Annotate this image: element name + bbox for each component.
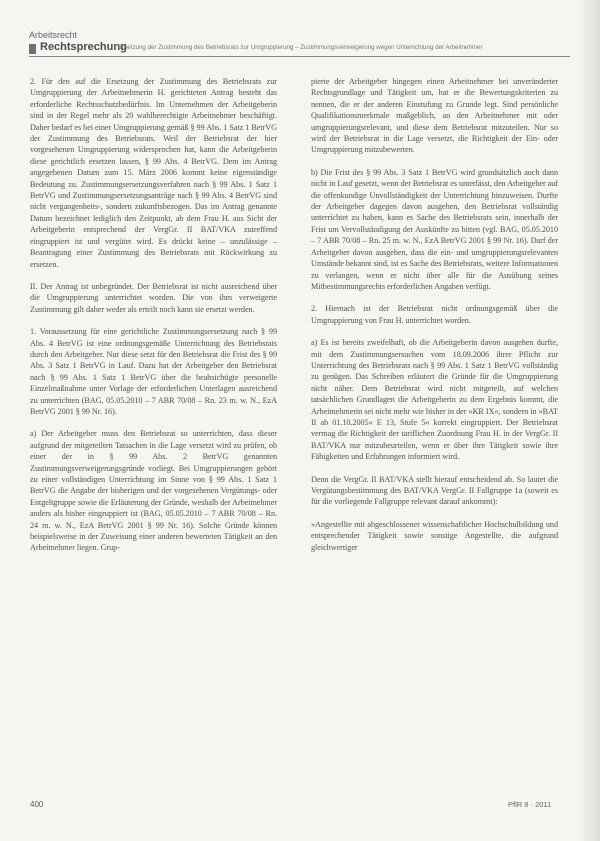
header-marker bbox=[29, 44, 36, 54]
paragraph: 2. Für den auf die Ersetzung der Zustimmung des Betriebsrats zur Umgruppierung der Arbeitnehmerin H. gerichteten Antrag besteht das erforderliche Rechtsschutzbedürfnis. Im Unternehmen der Arbeitgeberin sind in der Regel mehr als 20 wahlberechtigte Arbeitnehmer beschäftigt. Daher bedarf es bei einer Umgruppierung gemäß § 99 Abs. 1 Satz 1 BetrVG der Zustimmung des Betriebsrats. Weil der Betriebsrat der hier vorgesehenen Umgruppierung widersprochen hat, kann die Arbeitgeberin diese gerichtlich ersetzen lassen, § 99 Abs. 4 BetrVG. Dem im Antrag angegebenen Datum zum 15. März 2006 kommt keine eigenständige Bedeutung zu. Zustimmungsersetzungsverfahren nach § 99 Abs. 1 Satz 1 BetrVG und Zustimmungsersetzungsanträge nach § 99 Abs. 4 BetrVG sind nicht vergangenheits-, sondern zukunftsbezogen. Das im Antrag genannte Datum bezeichnet lediglich den Zeitpunkt, ab dem Frau H. aus Sicht der Arbeitgeberin entsprechend der VergGr. II BAT/VKA zutreffend eingruppiert ist und vergütet wird. Es drückt keine – unzulässige – Beantragung einer Zustimmung des Betriebsrats mit Rückwirkung zu ersetzen. bbox=[30, 77, 277, 269]
left-column bbox=[30, 76, 277, 565]
header-subtitle: Ersetzung der Zustimmung des Betriebsrats zur Umgruppierung – Zustimmungsverweigerung wegen Unterrichtung der Arbeitnehmer bbox=[118, 44, 483, 51]
journal-reference: PflR 8 · 2011 bbox=[508, 800, 552, 809]
paragraph: b) Die Frist des § 99 Abs. 3 Satz 1 BetrVG wird grundsätzlich auch dann nicht in Lauf gesetzt, wenn der Betriebsrat es unterlässt, den Arbeitgeber auf die offenkundige Unvollständigkeit der Unterrichtung hinzuweisen. Durfte der Arbeitgeber dagegen davon ausgehen, den Betriebsrat vollständig unterrichtet zu haben, kann es Sache des Betriebsrats sein, innerhalb der Frist um Vervollständigung der Auskünfte zu bitten (vgl. BAG, 05.05.2010 – 7 ABR 70/08 – Rn. 25 m. w. N., EzA BetrVG 2001 § 99 Nr. 16). Darf der Arbeitgeber davon ausgehen, dass die ein- und umgruppierungsrelevanten Umstände bekannt sind, ist es Sache des Betriebsrats, weitere Informationen zu verlangen, wenn er nicht über alle für die Ausübung seines Mitbestimmungsrechts erforderlichen Angaben verfügt. bbox=[311, 167, 558, 291]
right-column bbox=[311, 76, 558, 564]
paragraph: 2. Hiernach ist der Betriebsrat nicht ordnungsgemäß über die Umgruppierung von Frau H. unterrichtet worden. bbox=[311, 304, 558, 325]
paragraph: pierte der Arbeitgeber hingegen einen Arbeitnehmer bei unveränderter Rechtsgrundlage und Tätigkeit um, hat er die Bewertungskriterien zu nennen, die er der anderen Einstufung zu Grunde legt. Sind persönliche Qualifikationsmerkmale maßgeblich, an den Arbeitnehmer mit oder umgruppierungsrelevant, und diese dem Betriebsrat mitzuteilen. Nur so wird der Betriebsrat in die Lage versetzt, die Richtigkeit der Ein- oder Umgruppierung mitzubewerten. bbox=[311, 77, 558, 155]
paragraph: II. Der Antrag ist unbegründet. Der Betriebsrat ist nicht ausreichend über die Umgruppierung unterrichtet worden. Die von ihm verweigerte Zustimmung gilt daher weder als erteilt noch kann sie ersetzt werden. bbox=[30, 281, 277, 314]
paragraph: 1. Voraussetzung für eine gerichtliche Zustimmungsersetzung nach § 99 Abs. 4 BetrVG ist eine ordnungsgemäße Unterrichtung des Betriebsrats durch den Arbeitgeber. Nur diese setzt für den Betriebsrat die Frist des § 99 Abs. 3 Satz 1 BetrVG in Lauf. Dazu hat der Arbeitgeber den Betriebsrat nach § 99 Abs. 1 Satz 1 BetrVG über die beabsichtigte personelle Einzelmaßnahme unter Vorlage der erforderlichen Unterlagen ausreichend zu unterrichten (BAG, 05.05.2010 – 7 ABR 70/08 – Rn. 23 m. w. N., EzA BetrVG 2001 § 99 Nr. 16). bbox=[30, 327, 277, 416]
paragraph: Denn die VergGr. II BAT/VKA stellt hierauf entscheidend ab. So lautet die Vergütungsbestimmung des BAT/VKA VergGr. II Fallgruppe 1a (soweit es für die vorliegende Fallgruppe relevant darauf ankommt): bbox=[311, 474, 558, 507]
header-title: Rechtsprechung bbox=[40, 41, 127, 53]
page-edge-shadow bbox=[578, 0, 600, 841]
section-label: Arbeitsrecht bbox=[29, 30, 78, 40]
paragraph: »Angestellte mit abgeschlossener wissenschaftlicher Hochschulbildung und entsprechender Tätigkeit sowie sonstige Angestellte, die aufgrund gleichwertiger bbox=[311, 519, 558, 552]
paragraph: a) Es ist bereits zweifelhaft, ob die Arbeitgeberin davon ausgehen durfte, mit dem Zustimmungsersuchen vom 18.09.2006 ihrer Pflicht zur Unterrichtung des Betriebsrats nach § 99 Abs. 1 Satz 1 BetrVG vollständig zu genügen. Das Schreiben erläutert die Gründe für die Umgruppierung nicht näher. Dem Betriebsrat wird nicht mitgeteilt, auf welchen tatsächlichen Grundlagen die Arbeitgeberin zu dem Ergebnis kommt, die Arbeitnehmerin sei nicht mehr wie bisher in der »KR IX«, sondern in »BAT II ab 01.10.2005« E 13, Stufe 5« korrekt eingruppiert. Der Betriebsrat vermag die Richtigkeit der tariflichen Zuordnung Frau H. in der VergGr. II BAT/VKA nur mitzubeurteilen, wenn er über ihre Tätigkeit sowie ihre Fähigkeiten und Erfahrungen informiert wird. bbox=[311, 338, 558, 462]
page-number: 400 bbox=[30, 800, 44, 809]
paragraph: a) Der Arbeitgeber muss den Betriebsrat so unterrichten, dass dieser aufgrund der mitgeteilten Tatsachen in die Lage versetzt wird zu prüfen, ob einer der in § 99 Abs. 2 BetrVG genannten Zustimmungsverweigerungsgründe vorliegt. Bei Umgruppierungen gehört zu einer vollständigen Unterrichtung im Sinne von § 99 Abs. 1 Satz 1 BetrVG die Angabe der bisherigen und der vorgesehenen Vergütungs- oder Entgeltgruppe sowie die Erläuterung der Gründe, weshalb der Arbeitnehmer anders als bisher eingruppiert ist (BAG, 05.05.2010 – 7 ABR 70/08 – Rn. 24 m. w. N., EzA BetrVG 2001 § 99 Nr. 16). Solche Gründe können beispielsweise in der Zuweisung einer anderen bewerteten Tätigkeit an den Arbeitnehmer liegen. Grup- bbox=[30, 429, 277, 553]
